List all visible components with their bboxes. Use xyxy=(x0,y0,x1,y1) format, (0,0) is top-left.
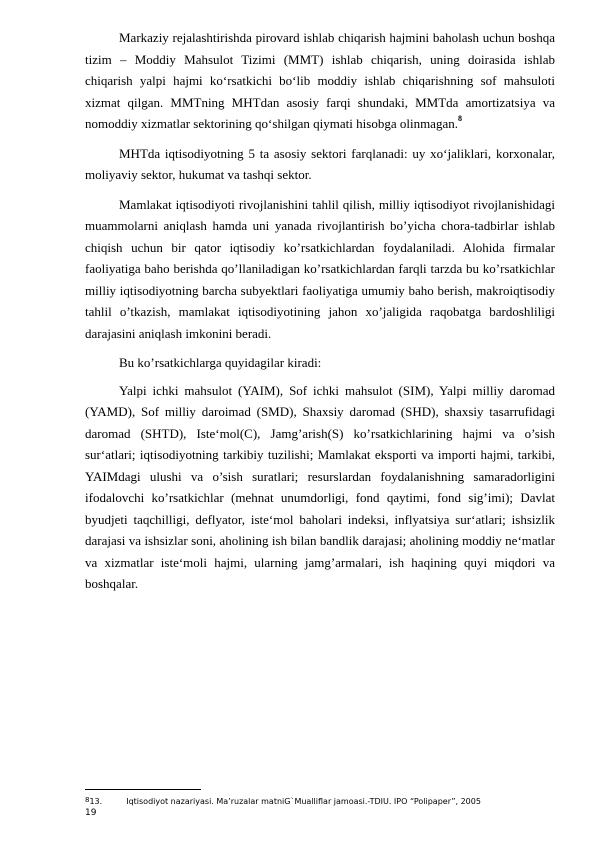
paragraph-4: Bu ko’rsatkichlarga quyidagilar kiradi: xyxy=(119,355,322,370)
body-text xyxy=(85,27,555,603)
footnote-reference[interactable]: 8 xyxy=(457,114,462,123)
footnote-text: Iqtisodiyot nazariyasi. Ma’ruzalar matniG`Mualliflar jamoasi.-TDIU. IPO “Polipaper”, 2005 xyxy=(126,797,481,806)
paragraph-3: Mamlakat iqtisodiyoti rivojlanishini tahlil qilish, milliy iqtisodiyot rivojlanishidagi muammolarni aniqlash hamda uni yanada rivojlantirish bo’yicha chora-tadbirlar ishlab chiqish uchun bir qator iqtisodiy ko’rsatkichlardan foydalaniladi. Alohida firmalar faoliyatiga baho berishda qo’llaniladigan ko’rsatkichlardan farqli tarzda bu ko’rsatkichlar milliy iqtisodiyotning barcha subyektlari faoliyatiga umumiy baho berish, makroiqtisodiy tahlil o’tkazish, mamlakat iqtisodiyotining jahon xo’jaligida raqobatga bardoshliligi darajasini aniqlash imkonini beradi. xyxy=(85,196,555,341)
footnote xyxy=(85,795,555,807)
paragraph-1 xyxy=(85,27,555,135)
footnote-separator xyxy=(85,789,201,790)
footnote-marker: 8 xyxy=(85,796,90,804)
page-number: 19 xyxy=(85,808,97,818)
paragraph-5: Yalpi ichki mahsulot (YAIM), Sof ichki mahsulot (SIM), Yalpi milliy daromad (YAMD), Sof milliy daroimad (SMD), Shaxsiy daromad (SHD), shaxsiy tasarrufidagi daromad (SHTD), Iste‘mol(C), Jamg’arish(S) ko’rsatkichlarining hajmi va o’sish sur‘atlari; iqtisodiyotning tarkibiy tuzilishi; Mamlakat eksporti va importi hajmi, tarkibi, YAIMdagi ulushi va o’sish suratlari; resurslardan foydalanishning samaradorligini ifodalovchi ko’rsatkichlar (mehnat unumdorligi, fond qaytimi, fond sig’imi); Davlat byudjeti taqchilligi, deflyator, iste‘mol baholari indeksi, inflyatsiya sur‘atlari; ishsizlik darajasi va ishsizlar soni, aholining ish bilan bandlik darajasi; aholining moddiy ne‘matlar va xizmatlar iste‘moli hajmi, ularning jamg’armalari, ish haqining quyi miqdori va boshqalar. xyxy=(85,382,555,591)
footnote-number: 13. xyxy=(89,797,103,806)
paragraph-2: MHTda iqtisodiyotning 5 ta asosiy sektori farqlanadi: uy xo‘jaliklari, korxonalar, moliyaviy sektor, hukumat va tashqi sektor. xyxy=(85,145,555,182)
paragraph-1-text: Markaziy rejalashtirishda pirovard ishlab chiqarish hajmini baholash uchun boshqa tizim – Moddiy Mahsulot Tizimi (MMT) ishlab chiqarish, uning doirasida ishlab chiqarish yalpi hajmi ko‘rsatkichi bo‘lib moddiy ishlab chiqarishning sof mahsuloti xizmat qilgan. MMTning MHTdan asosiy farqi shundaki, MMTda amortizatsiya va nomoddiy xizmatlar sektorining qo‘shilgan qiymati hisobga olinmagan. xyxy=(85,30,555,131)
